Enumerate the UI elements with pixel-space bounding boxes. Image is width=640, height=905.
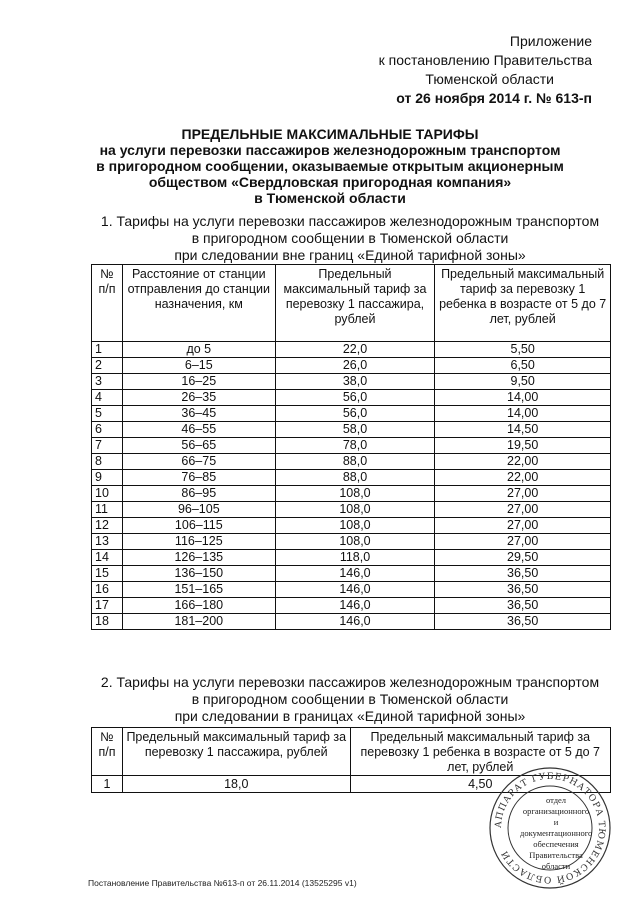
child-fare: 27,00 xyxy=(435,518,611,534)
distance-range: 76–85 xyxy=(122,470,275,486)
adult-fare: 108,0 xyxy=(275,518,435,534)
tariff-table-outside-zone xyxy=(91,264,611,630)
child-fare: 27,00 xyxy=(435,486,611,502)
child-fare: 27,00 xyxy=(435,502,611,518)
distance-range: 16–25 xyxy=(122,374,275,390)
row-number: 7 xyxy=(92,438,123,454)
section-1-line-2: в пригородном сообщении в Тюменской области xyxy=(191,230,509,246)
distance-range: 126–135 xyxy=(122,550,275,566)
child-fare: 19,50 xyxy=(435,438,611,454)
header-num: № п/п xyxy=(92,728,123,776)
row-number: 12 xyxy=(92,518,123,534)
row-number: 1 xyxy=(92,342,123,358)
header-child-fare: Предельный максимальный тариф за перевозку 1 ребенка в возрасте от 5 до 7 лет, рублей xyxy=(435,265,611,342)
adult-fare: 108,0 xyxy=(275,534,435,550)
title-line-5: в Тюменской области xyxy=(254,190,406,206)
adult-fare: 58,0 xyxy=(275,422,435,438)
table-row xyxy=(92,550,611,566)
child-fare: 27,00 xyxy=(435,534,611,550)
row-number: 8 xyxy=(92,454,123,470)
distance-range: 86–95 xyxy=(122,486,275,502)
appendix-label: Приложение xyxy=(509,33,592,49)
distance-range: 46–55 xyxy=(122,422,275,438)
adult-fare: 56,0 xyxy=(275,390,435,406)
child-fare: 29,50 xyxy=(435,550,611,566)
table-row xyxy=(92,502,611,518)
document-footer: Постановление Правительства №613-п от 26.11.2014 (13525295 v1) xyxy=(88,878,357,888)
section-2-line-2: в пригородном сообщении в Тюменской области xyxy=(191,691,509,707)
row-number: 1 xyxy=(92,776,123,793)
table-row xyxy=(92,390,611,406)
tariff-table-body xyxy=(92,342,611,630)
section-1-line-3: при следовании вне границ «Единой тарифной зоны» xyxy=(174,247,526,263)
distance-range: 116–125 xyxy=(122,534,275,550)
adult-fare: 108,0 xyxy=(275,502,435,518)
row-number: 17 xyxy=(92,598,123,614)
header-adult-fare: Предельный максимальный тариф за перевозку 1 пассажира, рублей xyxy=(122,728,350,776)
child-fare: 36,50 xyxy=(435,598,611,614)
table-row xyxy=(92,534,611,550)
adult-fare: 146,0 xyxy=(275,566,435,582)
title-line-1: ПРЕДЕЛЬНЫЕ МАКСИМАЛЬНЫЕ ТАРИФЫ xyxy=(181,126,479,142)
header-adult-fare: Предельный максимальный тариф за перевозку 1 пассажира, рублей xyxy=(275,265,435,342)
distance-range: 136–150 xyxy=(122,566,275,582)
row-number: 6 xyxy=(92,422,123,438)
adult-fare: 88,0 xyxy=(275,470,435,486)
row-number: 16 xyxy=(92,582,123,598)
section-2-line-3: при следовании в границах «Единой тарифной зоны» xyxy=(174,708,526,724)
distance-range: 166–180 xyxy=(122,598,275,614)
table-row xyxy=(92,470,611,486)
table-row xyxy=(92,342,611,358)
adult-fare: 18,0 xyxy=(122,776,350,793)
section-1-heading xyxy=(90,213,610,264)
row-number: 18 xyxy=(92,614,123,630)
distance-range: 181–200 xyxy=(122,614,275,630)
distance-range: 151–165 xyxy=(122,582,275,598)
child-fare: 4,50 xyxy=(350,776,610,793)
child-fare: 6,50 xyxy=(435,358,611,374)
distance-range: 56–65 xyxy=(122,438,275,454)
child-fare: 36,50 xyxy=(435,582,611,598)
adult-fare: 146,0 xyxy=(275,598,435,614)
resolution-reference: к постановлению Правительства xyxy=(378,52,592,68)
row-number: 14 xyxy=(92,550,123,566)
child-fare: 36,50 xyxy=(435,566,611,582)
adult-fare: 56,0 xyxy=(275,406,435,422)
adult-fare: 108,0 xyxy=(275,486,435,502)
section-2-line-1: 2. Тарифы на услуги перевозки пассажиров железнодорожным транспортом xyxy=(100,674,600,690)
child-fare: 14,00 xyxy=(435,406,611,422)
row-number: 2 xyxy=(92,358,123,374)
row-number: 10 xyxy=(92,486,123,502)
distance-range: 96–105 xyxy=(122,502,275,518)
stamp-center-text: отдел организационного и документационного обеспечения Правительства области xyxy=(520,795,593,871)
child-fare: 14,00 xyxy=(435,390,611,406)
header-child-fare: Предельный максимальный тариф за перевозку 1 ребенка в возрасте от 5 до 7 лет, рублей xyxy=(350,728,610,776)
row-number: 4 xyxy=(92,390,123,406)
header-distance: Расстояние от станции отправления до станции назначения, км xyxy=(122,265,275,342)
document-title xyxy=(80,126,580,206)
table-row xyxy=(92,582,611,598)
distance-range: 26–35 xyxy=(122,390,275,406)
adult-fare: 118,0 xyxy=(275,550,435,566)
table-row xyxy=(92,614,611,630)
distance-range: 6–15 xyxy=(122,358,275,374)
resolution-date-number: от 26 ноября 2014 г. № 613-п xyxy=(396,90,592,106)
table-header-row xyxy=(92,265,611,342)
row-number: 13 xyxy=(92,534,123,550)
child-fare: 5,50 xyxy=(435,342,611,358)
table-row xyxy=(92,406,611,422)
title-line-3: в пригородном сообщении, оказываемые открытым акционерным xyxy=(96,158,564,174)
row-number: 9 xyxy=(92,470,123,486)
distance-range: до 5 xyxy=(122,342,275,358)
table-row xyxy=(92,566,611,582)
table-row xyxy=(92,454,611,470)
adult-fare: 22,0 xyxy=(275,342,435,358)
child-fare: 9,50 xyxy=(435,374,611,390)
row-number: 5 xyxy=(92,406,123,422)
table-row xyxy=(92,358,611,374)
adult-fare: 146,0 xyxy=(275,582,435,598)
table-row xyxy=(92,374,611,390)
table-row xyxy=(92,422,611,438)
section-1-line-1: 1. Тарифы на услуги перевозки пассажиров железнодорожным транспортом xyxy=(100,213,600,229)
table-row xyxy=(92,598,611,614)
stamp-ring-text-path: АППАРАТ ГУБЕРНАТОРА ТЮМЕНСКОЙ ОБЛАСТИ xyxy=(493,771,607,885)
adult-fare: 38,0 xyxy=(275,374,435,390)
child-fare: 14,50 xyxy=(435,422,611,438)
row-number: 15 xyxy=(92,566,123,582)
table-row xyxy=(92,486,611,502)
row-number: 3 xyxy=(92,374,123,390)
distance-range: 106–115 xyxy=(122,518,275,534)
adult-fare: 78,0 xyxy=(275,438,435,454)
table-row xyxy=(92,438,611,454)
adult-fare: 26,0 xyxy=(275,358,435,374)
distance-range: 36–45 xyxy=(122,406,275,422)
title-line-2: на услуги перевозки пассажиров железнодорожным транспортом xyxy=(99,142,561,158)
region-name: Тюменской области xyxy=(425,71,554,87)
adult-fare: 146,0 xyxy=(275,614,435,630)
adult-fare: 88,0 xyxy=(275,454,435,470)
child-fare: 22,00 xyxy=(435,470,611,486)
child-fare: 22,00 xyxy=(435,454,611,470)
appendix-header xyxy=(292,32,592,108)
table-row xyxy=(92,518,611,534)
distance-range: 66–75 xyxy=(122,454,275,470)
section-2-heading xyxy=(90,674,610,725)
header-num: № п/п xyxy=(92,265,123,342)
child-fare: 36,50 xyxy=(435,614,611,630)
row-number: 11 xyxy=(92,502,123,518)
title-line-4: обществом «Свердловская пригородная компания» xyxy=(148,174,512,190)
